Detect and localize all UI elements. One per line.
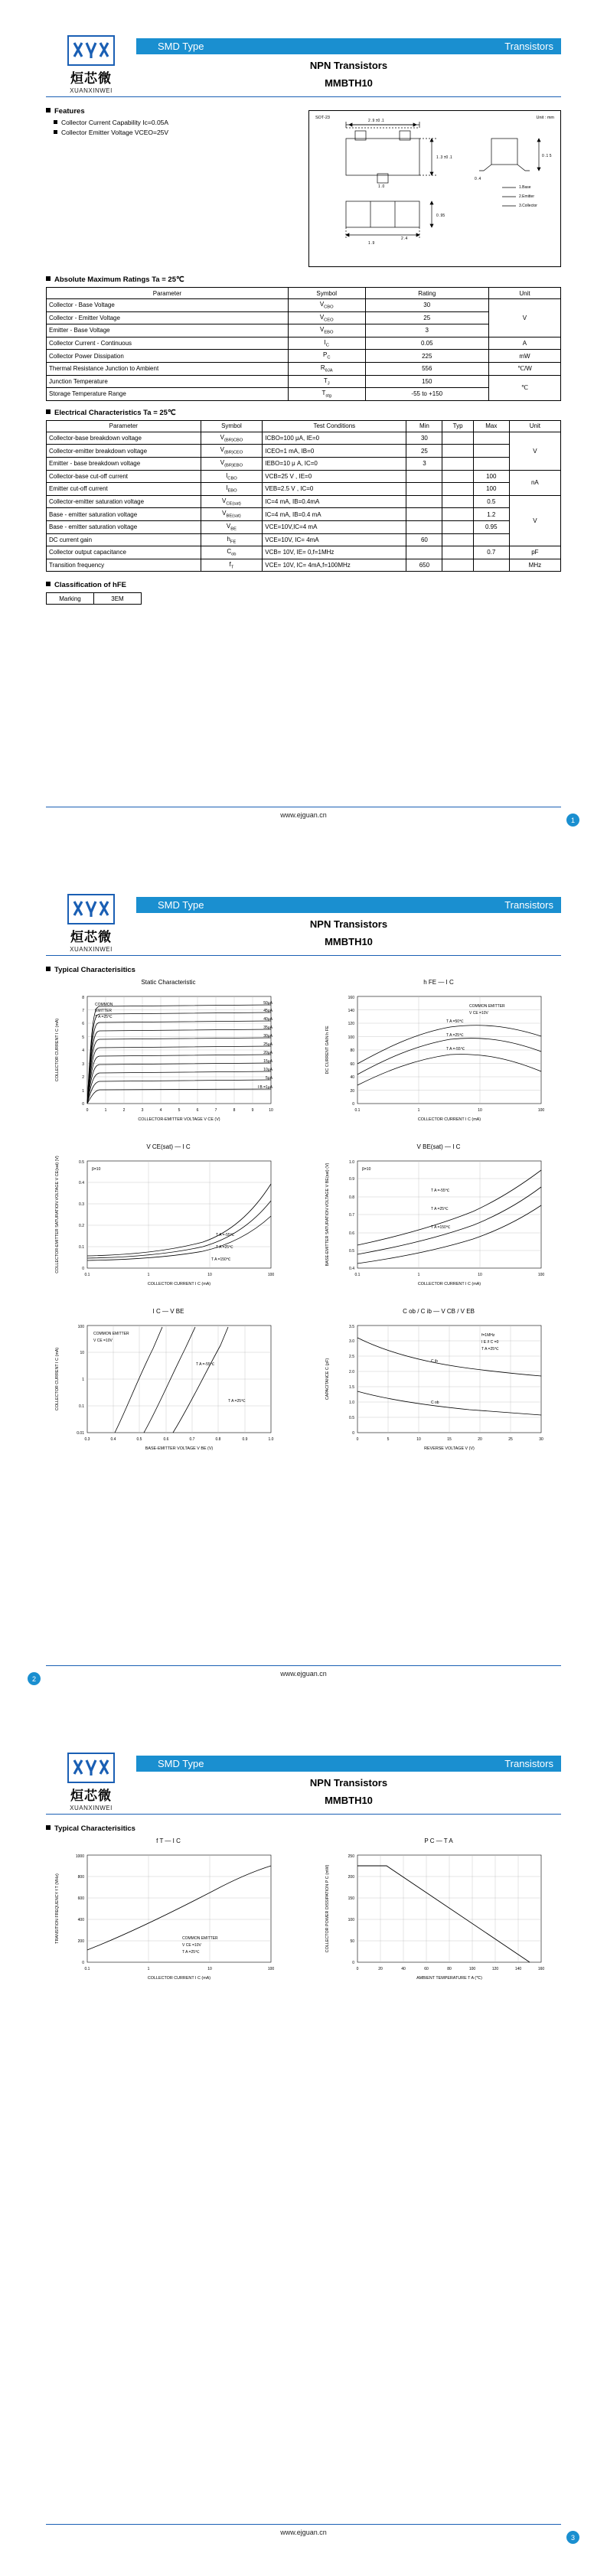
chart-vbesat-ic	[316, 1143, 561, 1297]
page-header	[46, 35, 561, 95]
svg-text:T A =50℃: T A =50℃	[446, 1019, 464, 1024]
drawing-unit-note: Unit : mm	[536, 116, 554, 120]
symbol-cell: $V_{EBO}$	[288, 324, 365, 337]
svg-text:0: 0	[82, 1102, 84, 1107]
page-number: 2	[28, 1672, 41, 1685]
svg-text:1.Base: 1.Base	[519, 185, 531, 190]
svg-text:200: 200	[348, 1875, 354, 1880]
chart-ic-vbe	[46, 1308, 291, 1462]
chart-title: h FE — I C	[423, 979, 454, 986]
page-footer	[46, 1665, 561, 1678]
logo-mark-icon	[67, 35, 115, 66]
header-divider	[46, 1814, 561, 1815]
svg-text:80: 80	[350, 1048, 354, 1053]
svg-text:I E /I C =0: I E /I C =0	[481, 1340, 499, 1345]
svg-text:0 .95: 0 .95	[436, 214, 445, 218]
svg-text:25: 25	[508, 1437, 513, 1442]
svg-text:30μA: 30μA	[263, 1034, 272, 1039]
svg-text:10: 10	[478, 1273, 482, 1277]
abs-max-heading: Absolute Maximum Ratings Ta = 25℃	[46, 276, 561, 284]
section-marker-icon	[46, 1825, 51, 1830]
svg-text:5μA: 5μA	[266, 1076, 272, 1081]
feature-item-0: Collector Current Capability Ic=0.05A	[54, 119, 291, 126]
brand-name-cn: 烜芯微	[70, 71, 112, 86]
svg-text:40: 40	[401, 1967, 406, 1971]
svg-text:0.5: 0.5	[349, 1416, 354, 1420]
symbol-cell: $T_J$	[288, 375, 365, 388]
table-header-row: Parameter Symbol Test Conditions Min Typ Max Unit	[47, 420, 561, 432]
svg-text:10: 10	[80, 1351, 84, 1355]
chart-title: P C — T A	[424, 1837, 453, 1844]
svg-text:0.1: 0.1	[84, 1967, 90, 1971]
symbol-cell: $I_C$	[288, 337, 365, 350]
svg-text:V CE =10V: V CE =10V	[469, 1011, 488, 1016]
svg-text:100: 100	[537, 1108, 545, 1113]
svg-text:T A =-55℃: T A =-55℃	[216, 1233, 235, 1237]
svg-text:25μA: 25μA	[263, 1042, 272, 1047]
svg-text:5: 5	[387, 1437, 390, 1442]
table-row: Base - emitter saturation voltage $V_{BE(sat)}$ IC=4 mA, IB=0.4 mA 1.2	[47, 508, 561, 521]
page-footer	[46, 2524, 561, 2536]
page-2	[0, 859, 607, 1717]
section-marker-icon	[46, 967, 51, 971]
chart-title: V BE(sat) — I C	[416, 1143, 461, 1150]
svg-text:T A =-55℃: T A =-55℃	[196, 1362, 215, 1367]
svg-text:0.5: 0.5	[349, 1249, 354, 1254]
section-marker-icon	[46, 582, 51, 586]
svg-text:2.Emitter: 2.Emitter	[519, 194, 535, 199]
svg-text:1: 1	[82, 1378, 84, 1382]
svg-text:0: 0	[352, 1961, 354, 1965]
svg-text:0.01: 0.01	[77, 1431, 84, 1436]
svg-text:1.5: 1.5	[349, 1385, 354, 1390]
chart-ylabel: COLLECTOR CURRENT I C (mA)	[55, 1347, 60, 1411]
table-row: Collector-emitter breakdown voltage $V_{(BR)CEO}$ ICEO=1 mA, IB=0 25	[47, 445, 561, 458]
svg-text:0: 0	[352, 1431, 354, 1436]
svg-text:9: 9	[251, 1108, 254, 1113]
chart-ylabel: DC CURRENT GAIN h FE	[325, 1026, 330, 1074]
table-header-row	[47, 288, 561, 299]
svg-text:50: 50	[350, 1939, 354, 1944]
svg-text:2: 2	[82, 1075, 84, 1080]
abs-max-table	[46, 287, 561, 401]
header-right-label: Transistors	[504, 1758, 553, 1769]
svg-text:140: 140	[514, 1967, 522, 1971]
svg-text:800: 800	[77, 1875, 84, 1880]
svg-text:1: 1	[82, 1089, 84, 1094]
svg-text:T A =25℃: T A =25℃	[431, 1207, 449, 1211]
svg-text:80: 80	[447, 1967, 452, 1971]
svg-text:T A =25℃: T A =25℃	[182, 1950, 200, 1955]
svg-text:0: 0	[356, 1967, 359, 1971]
section-marker-icon	[46, 409, 51, 414]
table-row: Collector - Base Voltage $V_{CBO}$ 30 V	[47, 299, 561, 312]
chart-xlabel: COLLECTOR-EMITTER VOLTAGE V CE (V)	[138, 1117, 220, 1122]
chart-ylabel: CAPACITANCE C (pF)	[325, 1358, 330, 1400]
svg-text:0.1: 0.1	[354, 1108, 361, 1113]
svg-text:0.5: 0.5	[79, 1160, 84, 1165]
table-row: Collector Current - Continuous $I_C$ 0.05 A	[47, 337, 561, 350]
symbol-cell: $P_C$	[288, 350, 365, 363]
svg-text:1: 1	[417, 1273, 420, 1277]
typical-heading: Typical Characterisitics	[46, 966, 561, 974]
svg-text:0: 0	[352, 1102, 354, 1107]
brand-name-cn: 烜芯微	[70, 930, 112, 945]
svg-text:β=10: β=10	[362, 1167, 371, 1172]
chart-title: Static Characteristic	[141, 979, 196, 986]
chart-ylabel: COLLECTOR-EMITTER SATURATION VOLTAGE V CE(sat) (V)	[55, 1156, 60, 1273]
package-drawing	[308, 110, 561, 267]
svg-text:0.4: 0.4	[349, 1267, 354, 1271]
marking-label: Marking	[47, 593, 94, 605]
svg-text:0.4: 0.4	[110, 1437, 116, 1442]
svg-text:45μA: 45μA	[263, 1009, 272, 1013]
svg-text:0.4: 0.4	[79, 1181, 84, 1185]
svg-text:1: 1	[147, 1967, 150, 1971]
footer-divider	[46, 2524, 561, 2525]
svg-text:0.2: 0.2	[79, 1224, 84, 1228]
page-number: 1	[566, 814, 579, 827]
footer-url[interactable]: www.ejguan.cn	[280, 811, 327, 819]
svg-text:T A =25℃: T A =25℃	[216, 1245, 233, 1250]
svg-text:f=1MHz: f=1MHz	[481, 1333, 495, 1338]
svg-text:7: 7	[82, 1009, 84, 1013]
chart-title: I C — V BE	[152, 1308, 184, 1315]
page-1	[0, 0, 607, 859]
chart-annotation: EMITTER	[95, 1009, 112, 1013]
table-row: Storage Temperature Range $T_{stg}$ -55 to +150	[47, 388, 561, 401]
svg-text:10: 10	[207, 1273, 212, 1277]
svg-text:0.7: 0.7	[189, 1437, 195, 1442]
header-divider	[46, 955, 561, 956]
header-title-2: MMBTH10	[325, 1795, 373, 1806]
svg-text:100: 100	[348, 1035, 354, 1040]
section-marker-icon	[46, 276, 51, 281]
svg-text:35μA: 35μA	[263, 1026, 272, 1030]
svg-text:β=10: β=10	[92, 1167, 101, 1172]
logo-mark-icon	[67, 1753, 115, 1783]
svg-text:6: 6	[196, 1108, 199, 1113]
table-row: Base - emitter saturation voltage $V_{BE}$ VCE=10V,IC=4 mA 0.95	[47, 520, 561, 533]
svg-text:T A =25℃: T A =25℃	[446, 1033, 464, 1038]
chart-annotation: COMMON	[95, 1003, 113, 1007]
table-row: Collector-emitter saturation voltage $V_{CE(sat)}$ IC=4 mA, IB=0.4mA 0.5 V	[47, 495, 561, 508]
svg-text:40μA: 40μA	[263, 1017, 272, 1022]
svg-text:10: 10	[207, 1967, 212, 1971]
svg-text:1: 1	[104, 1108, 107, 1113]
svg-text:10: 10	[478, 1108, 482, 1113]
chart-ylabel: COLLECTOR POWER DISSIPATION P C (mW)	[325, 1864, 330, 1953]
header-left-label: SMD Type	[158, 899, 204, 911]
svg-text:1.0: 1.0	[268, 1437, 274, 1442]
svg-text:T A =-55℃: T A =-55℃	[446, 1047, 465, 1052]
chart-title: f T — I C	[156, 1837, 181, 1844]
drawing-title: SOT-23	[315, 116, 330, 120]
header-right-label: Transistors	[504, 899, 553, 911]
chart-xlabel: COLLECTOR CURRENT I C (mA)	[417, 1282, 481, 1286]
footer-url[interactable]: www.ejguan.cn	[280, 1670, 327, 1678]
svg-text:600: 600	[77, 1896, 84, 1901]
svg-text:160: 160	[537, 1967, 545, 1971]
header-left-label: SMD Type	[158, 41, 204, 52]
feature-item-1: Collector Emitter Voltage VCEO=25V	[54, 129, 291, 136]
table-row: Emitter cut-off current $I_{EBO}$ VEB=2.5 V , IC=0 100	[47, 483, 561, 496]
svg-text:2 .4: 2 .4	[401, 236, 408, 241]
header-bar	[136, 897, 561, 913]
col-parameter: Parameter	[47, 288, 289, 299]
brand-name-en: XUANXINWEI	[70, 87, 113, 94]
svg-text:0.1: 0.1	[84, 1273, 90, 1277]
svg-text:0.3: 0.3	[84, 1437, 90, 1442]
svg-text:20: 20	[478, 1437, 482, 1442]
chart-xlabel: REVERSE VOLTAGE V (V)	[424, 1446, 475, 1451]
chart-annotation: T A =25℃	[95, 1015, 113, 1019]
svg-text:COMMON EMITTER: COMMON EMITTER	[93, 1332, 129, 1336]
svg-text:0 .1 5: 0 .1 5	[542, 154, 552, 158]
chart-xlabel: COLLECTOR CURRENT I C (mA)	[147, 1282, 211, 1286]
brand-name-cn: 烜芯微	[70, 1789, 112, 1804]
svg-text:20: 20	[350, 1089, 354, 1094]
header-title-2: MMBTH10	[325, 77, 373, 89]
marking-value: 3EM	[94, 593, 142, 605]
footer-url[interactable]: www.ejguan.cn	[280, 2529, 327, 2536]
svg-text:7: 7	[214, 1108, 217, 1113]
svg-text:0.1: 0.1	[354, 1273, 361, 1277]
table-row	[47, 593, 142, 605]
chart-xlabel: COLLECTOR CURRENT I C (mA)	[147, 1976, 211, 1981]
table-row: Emitter - base breakdown voltage $V_{(BR)EBO}$ IEBO=10 μ A, IC=0 3	[47, 457, 561, 470]
symbol-cell: $R_{\theta JA}$	[288, 362, 365, 375]
svg-text:8: 8	[233, 1108, 236, 1113]
svg-text:120: 120	[348, 1022, 354, 1026]
svg-text:0.6: 0.6	[163, 1437, 169, 1442]
svg-text:0.8: 0.8	[215, 1437, 221, 1442]
section-marker-icon	[46, 108, 51, 112]
symbol-cell: $V_{CBO}$	[288, 299, 365, 312]
svg-text:3.5: 3.5	[349, 1325, 354, 1329]
svg-text:1: 1	[417, 1108, 420, 1113]
features-heading: Features	[46, 107, 291, 116]
chart-xlabel: COLLECTOR CURRENT I C (mA)	[417, 1117, 481, 1122]
symbol-cell: $V_{CEO}$	[288, 311, 365, 324]
svg-text:50μA: 50μA	[263, 1001, 272, 1006]
chart-xlabel: BASE-EMITTER VOLTAGE V BE (V)	[145, 1446, 214, 1451]
svg-text:0.1: 0.1	[79, 1404, 84, 1409]
table-row: Collector - Emitter Voltage $V_{CEO}$ 25	[47, 311, 561, 324]
svg-text:0.5: 0.5	[136, 1437, 142, 1442]
col-rating: Rating	[365, 288, 488, 299]
svg-text:2.0: 2.0	[349, 1370, 354, 1374]
svg-text:200: 200	[77, 1939, 84, 1944]
chart-title: C ob / C ib — V CB / V EB	[403, 1308, 475, 1315]
svg-text:30: 30	[539, 1437, 543, 1442]
chart-ft-ic	[46, 1837, 291, 1991]
svg-text:4: 4	[82, 1048, 84, 1053]
svg-text:2: 2	[122, 1108, 126, 1113]
chart-hfe-ic	[316, 979, 561, 1133]
col-symbol: Symbol	[288, 288, 365, 299]
page-header	[46, 1753, 561, 1812]
svg-text:150: 150	[348, 1896, 354, 1901]
svg-text:20: 20	[378, 1967, 383, 1971]
svg-text:100: 100	[537, 1273, 545, 1277]
svg-text:100: 100	[77, 1325, 84, 1329]
symbol-cell: $T_{stg}$	[288, 388, 365, 401]
svg-text:100: 100	[267, 1273, 275, 1277]
svg-text:15: 15	[447, 1437, 452, 1442]
svg-text:20μA: 20μA	[263, 1051, 272, 1055]
svg-text:T A =150℃: T A =150℃	[431, 1225, 451, 1230]
table-row: Transition frequency $f_T$ VCE= 10V, IC= 4mA,f=100MHz 650 MHz	[47, 559, 561, 572]
svg-text:3.0: 3.0	[349, 1339, 354, 1344]
svg-text:V CE =10V: V CE =10V	[182, 1943, 201, 1948]
chart-ylabel: TRANSITION FREQUENCY f T (MHz)	[55, 1873, 60, 1944]
table-row: Junction Temperature $T_J$ 150 ℃	[47, 375, 561, 388]
chart-ylabel: BASE-EMITTER SATURATION VOLTAGE V BE(sat) (V)	[325, 1162, 330, 1267]
page-number: 3	[566, 2531, 579, 2544]
svg-text:C ob: C ob	[431, 1400, 439, 1405]
typical-heading: Typical Characterisitics	[46, 1824, 561, 1833]
table-row: DC current gain $h_{FE}$ VCE=10V, IC= 4mA 60	[47, 533, 561, 546]
table-row: Collector-base cut-off current $I_{CBO}$ VCB=25 V , IE=0 100 nA	[47, 470, 561, 483]
svg-text:0.8: 0.8	[349, 1195, 354, 1200]
bullet-icon	[54, 130, 57, 134]
chart-capacitance-voltage	[316, 1308, 561, 1462]
svg-text:100: 100	[348, 1918, 354, 1922]
bullet-icon	[54, 120, 57, 124]
page-header	[46, 894, 561, 954]
svg-text:0.1: 0.1	[79, 1245, 84, 1250]
svg-text:3.Collector: 3.Collector	[519, 204, 537, 208]
svg-text:0.9: 0.9	[242, 1437, 248, 1442]
chart-ylabel: COLLECTOR CURRENT I C (mA)	[55, 1018, 60, 1082]
logo-mark-icon	[67, 894, 115, 924]
footer-divider	[46, 1665, 561, 1666]
chart-xlabel: AMBIENT TEMPERATURE T A (℃)	[416, 1976, 482, 1981]
svg-text:0: 0	[356, 1437, 359, 1442]
header-title-1: NPN Transistors	[309, 918, 388, 930]
svg-text:2 .9 ±0 .1: 2 .9 ±0 .1	[368, 119, 384, 123]
svg-text:400: 400	[77, 1918, 84, 1922]
svg-text:40: 40	[350, 1075, 354, 1080]
brand-name-en: XUANXINWEI	[70, 946, 113, 953]
svg-text:3: 3	[141, 1108, 144, 1113]
electrical-characteristics-table	[46, 420, 561, 572]
brand-name-en: XUANXINWEI	[70, 1805, 113, 1811]
svg-text:250: 250	[348, 1854, 354, 1859]
svg-text:5: 5	[178, 1108, 181, 1113]
svg-text:T A =-55℃: T A =-55℃	[431, 1189, 450, 1193]
svg-text:T A =150℃: T A =150℃	[211, 1257, 231, 1262]
svg-text:60: 60	[350, 1062, 354, 1067]
header-bar	[136, 38, 561, 54]
header-divider	[46, 96, 561, 97]
svg-text:1 .0: 1 .0	[378, 184, 385, 189]
header-title-1: NPN Transistors	[309, 60, 388, 71]
page-3	[0, 1717, 607, 2576]
svg-text:1.0: 1.0	[349, 1160, 354, 1165]
svg-text:140: 140	[348, 1009, 354, 1013]
chart-title: V CE(sat) — I C	[146, 1143, 191, 1150]
elec-heading: Electrical Characteristics Ta = 25℃	[46, 409, 561, 417]
svg-text:4: 4	[159, 1108, 162, 1113]
svg-text:0: 0	[82, 1961, 84, 1965]
svg-text:100: 100	[468, 1967, 476, 1971]
svg-text:COMMON EMITTER: COMMON EMITTER	[182, 1936, 218, 1941]
svg-text:1 .3 ±0 .1: 1 .3 ±0 .1	[436, 155, 452, 160]
col-unit: Unit	[488, 288, 560, 299]
svg-text:10μA: 10μA	[263, 1068, 272, 1072]
svg-text:T A =25℃: T A =25℃	[228, 1399, 246, 1404]
svg-text:0: 0	[82, 1267, 84, 1271]
svg-text:120: 120	[491, 1967, 499, 1971]
classification-heading: Classification of hFE	[46, 581, 561, 589]
svg-text:1.0: 1.0	[349, 1400, 354, 1405]
svg-text:160: 160	[348, 996, 354, 1000]
svg-text:0.9: 0.9	[349, 1177, 354, 1182]
page-footer	[46, 807, 561, 819]
svg-text:6: 6	[82, 1022, 84, 1026]
svg-text:3: 3	[82, 1062, 84, 1067]
svg-text:0 .4: 0 .4	[475, 177, 481, 181]
table-row: Emitter - Base Voltage $V_{EBO}$ 3	[47, 324, 561, 337]
package-drawing-svg	[309, 111, 560, 266]
svg-text:2.5: 2.5	[349, 1355, 354, 1359]
header-title-1: NPN Transistors	[309, 1777, 388, 1789]
svg-text:0.3: 0.3	[79, 1202, 84, 1207]
svg-text:8: 8	[82, 996, 84, 1000]
svg-text:1: 1	[147, 1273, 150, 1277]
table-row: Thermal Resistance Junction to Ambient $R_{\theta JA}$ 556 ℃/W	[47, 362, 561, 375]
table-row: Collector output capacitance $C_{ob}$ VCB= 10V, IE= 0,f=1MHz 0.7 pF	[47, 546, 561, 559]
header-left-label: SMD Type	[158, 1758, 204, 1769]
classification-table	[46, 592, 142, 605]
brand-logo	[46, 35, 136, 94]
svg-text:C ib: C ib	[431, 1359, 438, 1364]
svg-text:T A =25℃: T A =25℃	[481, 1347, 499, 1352]
table-row: Collector-base breakdown voltage $V_{(BR)CBO}$ ICBO=100 μA, IE=0 30 V	[47, 432, 561, 445]
svg-text:V CE =10V: V CE =10V	[93, 1339, 113, 1343]
svg-text:0.7: 0.7	[349, 1213, 354, 1218]
header-right-label: Transistors	[504, 41, 553, 52]
svg-text:1000: 1000	[75, 1854, 84, 1859]
svg-text:10: 10	[416, 1437, 421, 1442]
svg-text:1 .9: 1 .9	[368, 241, 375, 246]
table-row: Collector Power Dissipation $P_C$ 225 mW	[47, 350, 561, 363]
brand-logo	[46, 1753, 136, 1811]
svg-text:COMMON EMITTER: COMMON EMITTER	[469, 1004, 505, 1009]
svg-text:100: 100	[267, 1967, 275, 1971]
svg-text:10: 10	[269, 1108, 273, 1113]
svg-text:0: 0	[86, 1108, 89, 1113]
svg-text:60: 60	[424, 1967, 429, 1971]
svg-text:5: 5	[82, 1035, 84, 1040]
svg-text:0.6: 0.6	[349, 1231, 354, 1236]
chart-vcesat-ic	[46, 1143, 291, 1297]
svg-text:15μA: 15μA	[263, 1059, 272, 1064]
svg-text:I B =1μA: I B =1μA	[257, 1085, 272, 1090]
header-bar	[136, 1756, 561, 1772]
header-title-2: MMBTH10	[325, 936, 373, 947]
chart-pc-ta	[316, 1837, 561, 1991]
brand-logo	[46, 894, 136, 953]
chart-static-characteristic	[46, 979, 291, 1133]
